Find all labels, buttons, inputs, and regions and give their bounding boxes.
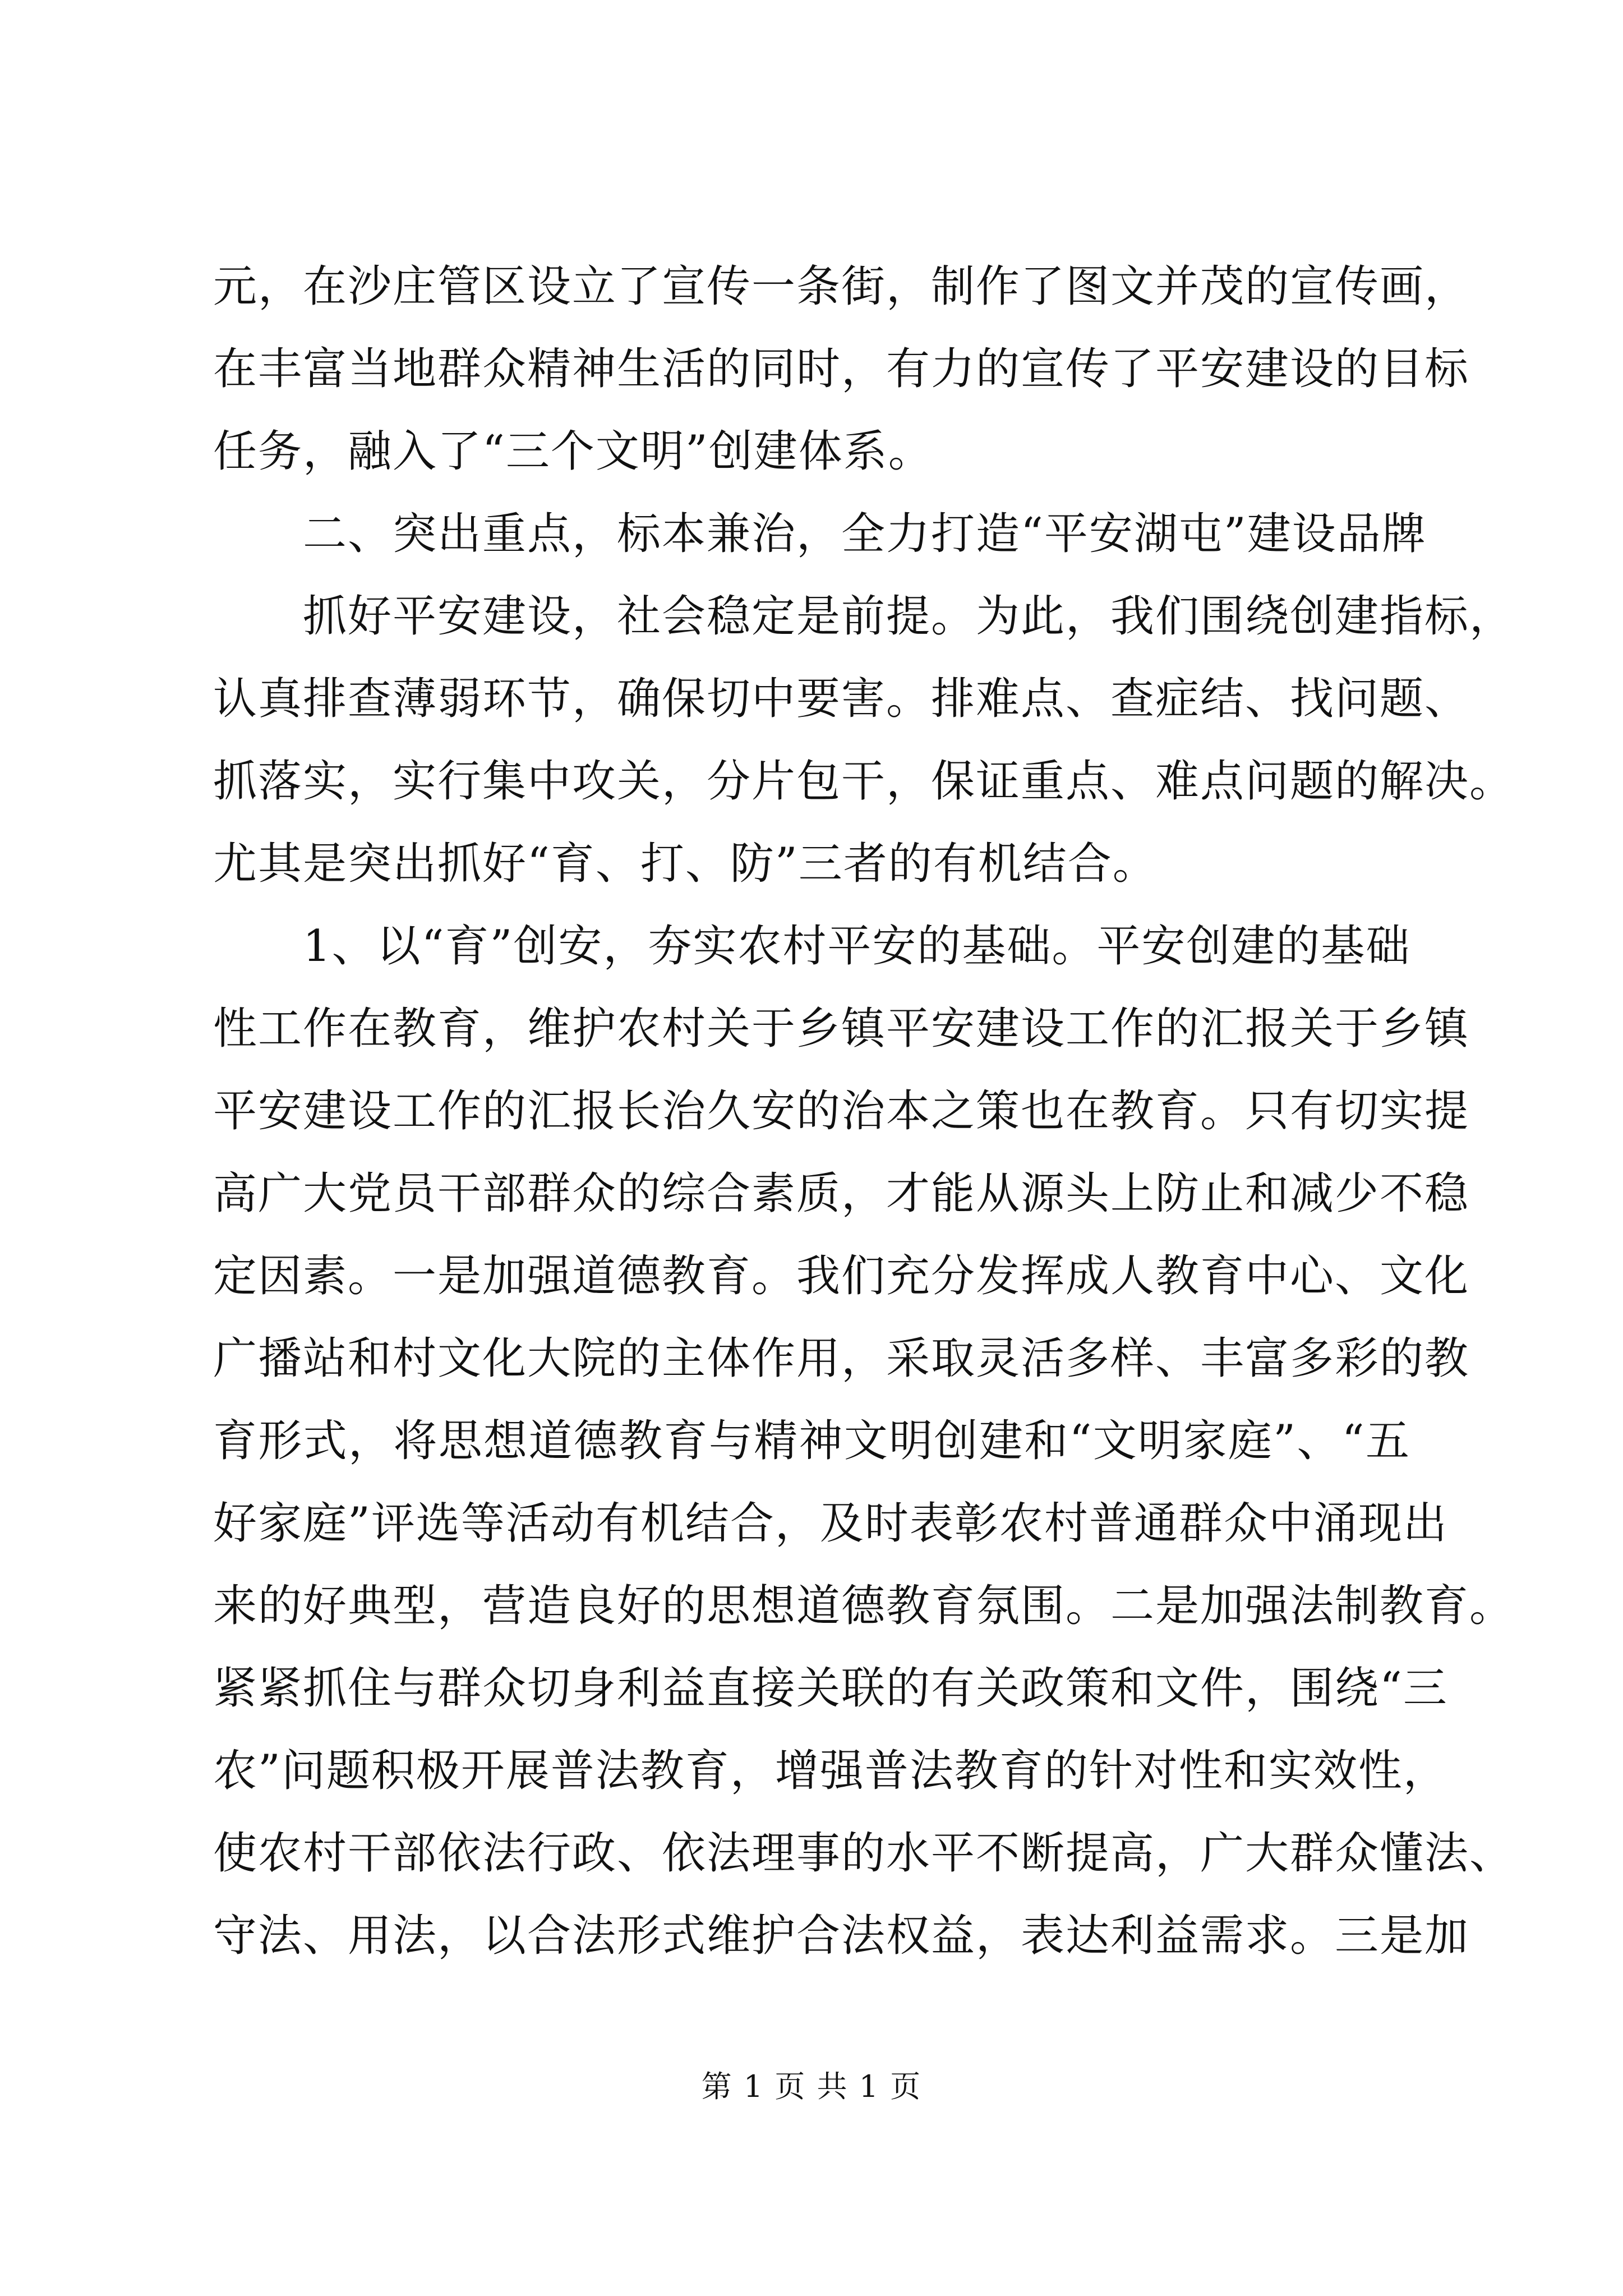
text-line: 使农村干部依法行政、依法理事的水平不断提高，广大群众懂法、	[213, 1828, 1515, 1879]
text-line: 高广大党员干部群众的综合素质，才能从源头上防止和减少不稳	[213, 1168, 1470, 1219]
text-line: 好家庭”评选等活动有机结合，及时表彰农村普通群众中涌现出	[213, 1498, 1448, 1549]
text-line: 广播站和村文化大院的主体作用，采取灵活多样、丰富多彩的教	[213, 1333, 1470, 1384]
text-line: 紧紧抓住与群众切身利益直接关联的有关政策和文件，围绕“三	[213, 1663, 1448, 1714]
text-line: 1、以“育”创安，夯实农村平安的基础。平安创建的基础	[213, 921, 1411, 972]
page-footer: 第 1 页 共 1 页	[701, 2069, 922, 2104]
text-line: 定因素。一是加强道德教育。我们充分发挥成人教育中心、文化	[213, 1251, 1470, 1301]
text-line: 来的好典型，营造良好的思想道德教育氛围。二是加强法制教育。	[213, 1581, 1515, 1631]
section-heading: 二、突出重点，标本兼治，全力打造“平安湖屯”建设品牌	[213, 509, 1427, 559]
text-line: 尤其是突出抓好“育、打、防”三者的有机结合。	[213, 839, 1158, 889]
text-line: 认真排查薄弱环节，确保切中要害。排难点、查症结、找问题、	[213, 674, 1470, 724]
text-line: 元，在沙庄管区设立了宣传一条街，制作了图文并茂的宣传画，	[213, 261, 1470, 312]
text-line: 平安建设工作的汇报长治久安的治本之策也在教育。只有切实提	[213, 1086, 1470, 1137]
text-line: 在丰富当地群众精神生活的同时，有力的宣传了平安建设的目标	[213, 344, 1470, 394]
text-line: 抓落实，实行集中攻关，分片包干，保证重点、难点问题的解决。	[213, 756, 1515, 807]
text-line: 性工作在教育，维护农村关于乡镇平安建设工作的汇报关于乡镇	[213, 1004, 1470, 1054]
text-line: 任务，融入了“三个文明”创建体系。	[213, 426, 933, 477]
body-text	[213, 246, 1515, 1977]
text-line: 农”问题积极开展普法教育，增强普法教育的针对性和实效性，	[213, 1746, 1448, 1796]
text-line: 抓好平安建设，社会稳定是前提。为此，我们围绕创建指标，	[213, 591, 1515, 642]
text-line: 守法、用法，以合法形式维护合法权益，表达利益需求。三是加	[213, 1911, 1470, 1961]
text-line: 育形式，将思想道德教育与精神文明创建和“文明家庭”、“五	[213, 1416, 1410, 1466]
